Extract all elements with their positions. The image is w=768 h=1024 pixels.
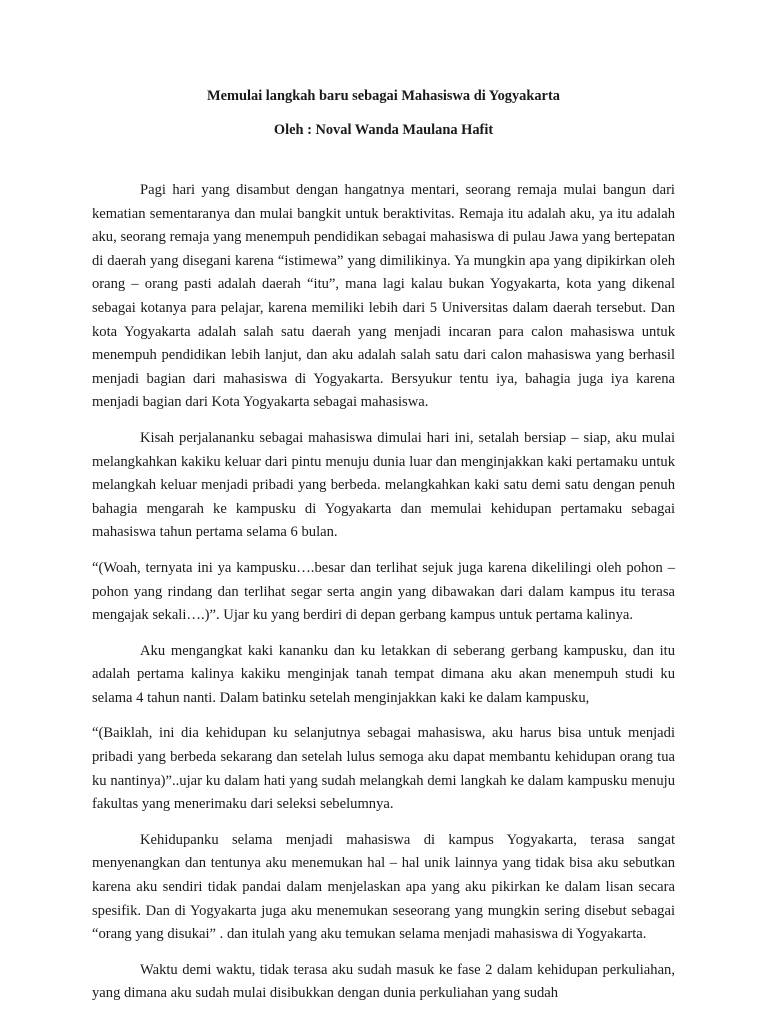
paragraph-1: Pagi hari yang disambut dengan hangatnya mentari, seorang remaja mulai bangun dari kematian sementaranya dan mulai bangkit untuk beraktivitas. Remaja itu adalah aku, ya itu adalah aku, seorang remaja yang menempuh pendidikan sebagai mahasiswa di pulau Jawa yang bertepatan di daerah yang disegani karena “istimewa” yang dimilikinya. Ya mungkin apa yang dipikirkan oleh orang – orang pasti adalah daerah “itu”, mana lagi kalau bukan Yogyakarta, kota yang dikenal sebagai kotanya para pelajar, karena memiliki lebih dari 5 Universitas dalam daerah tersebut. Dan kota Yogyakarta adalah salah satu daerah yang menjadi incaran para calon mahasiswa untuk menempuh pendidikan lebih lanjut, dan aku adalah salah satu dari calon mahasiswa yang berhasil menjadi bagian dari mahasiswa di Yogyakarta. Bersyukur tentu iya, bahagia juga iya karena menjadi bagian dari Kota Yogyakarta sebagai mahasiswa.: [92, 182, 675, 411]
document-author: Oleh : Noval Wanda Maulana Hafit: [273, 122, 494, 138]
paragraph-2: Kisah perjalananku sebagai mahasiswa dimulai hari ini, setalah bersiap – siap, aku mulai melangkahkan kakiku keluar dari pintu menuju dunia luar dan menginjakkan kaki pertamaku untuk melangkah keluar menjadi pribadi yang berbeda. melangkahkan kaki satu demi satu dengan penuh bahagia mengarah ke kampusku di Yogyakarta dan memulai kehidupan pertamaku sebagai mahasiswa tahun pertama selama 6 bulan.: [92, 429, 675, 541]
paragraph-7: Waktu demi waktu, tidak terasa aku sudah masuk ke fase 2 dalam kehidupan perkuliahan, yang dimana aku sudah mulai disibukkan dengan dunia perkuliahan yang sudah: [92, 961, 675, 1002]
document-title: Memulai langkah baru sebagai Mahasiswa di Yogyakarta: [207, 88, 560, 104]
paragraph-6: Kehidupanku selama menjadi mahasiswa di kampus Yogyakarta, terasa sangat menyenangkan dan tentunya aku menemukan hal – hal unik lainnya yang tidak bisa aku sebutkan karena aku sendiri tidak pandai dalam menjelaskan apa yang aku pikirkan ke dalam lisan secara spesifik. Dan di Yogyakarta juga aku menemukan seseorang yang mungkin sering disebut sebagai “orang yang disukai” . dan itulah yang aku temukan selama menjadi mahasiswa di Yogyakarta.: [92, 831, 675, 943]
document-content: [92, 84, 675, 1006]
paragraph-4: Aku mengangkat kaki kananku dan ku letakkan di seberang gerbang kampusku, dan itu adalah pertama kalinya kakiku menginjak tanah tempat dimana aku akan menempuh studi ku selama 4 tahun nanti. Dalam batinku setelah menginjakkan kaki ke dalam kampusku,: [92, 642, 675, 706]
paragraph-3-quote: “(Woah, ternyata ini ya kampusku….besar dan terlihat sejuk juga karena dikelilingi oleh pohon – pohon yang rindang dan terlihat segar serta angin yang dibawakan dari dalam kampus itu terasa mengajak sekali….)”. Ujar ku yang berdiri di depan gerbang kampus untuk pertama kalinya.: [92, 559, 675, 624]
document-body: [92, 179, 675, 1006]
paragraph-5-quote: “(Baiklah, ini dia kehidupan ku selanjutnya sebagai mahasiswa, aku harus bisa untuk menjadi pribadi yang berbeda sekarang dan setelah lulus semoga aku dapat membantu kehidupan orang tua ku nantinya)”..ujar ku dalam hati yang sudah melangkah demi langkah ke dalam kampusku menuju fakultas yang menerimaku dari seleksi sebelumnya.: [92, 725, 675, 813]
